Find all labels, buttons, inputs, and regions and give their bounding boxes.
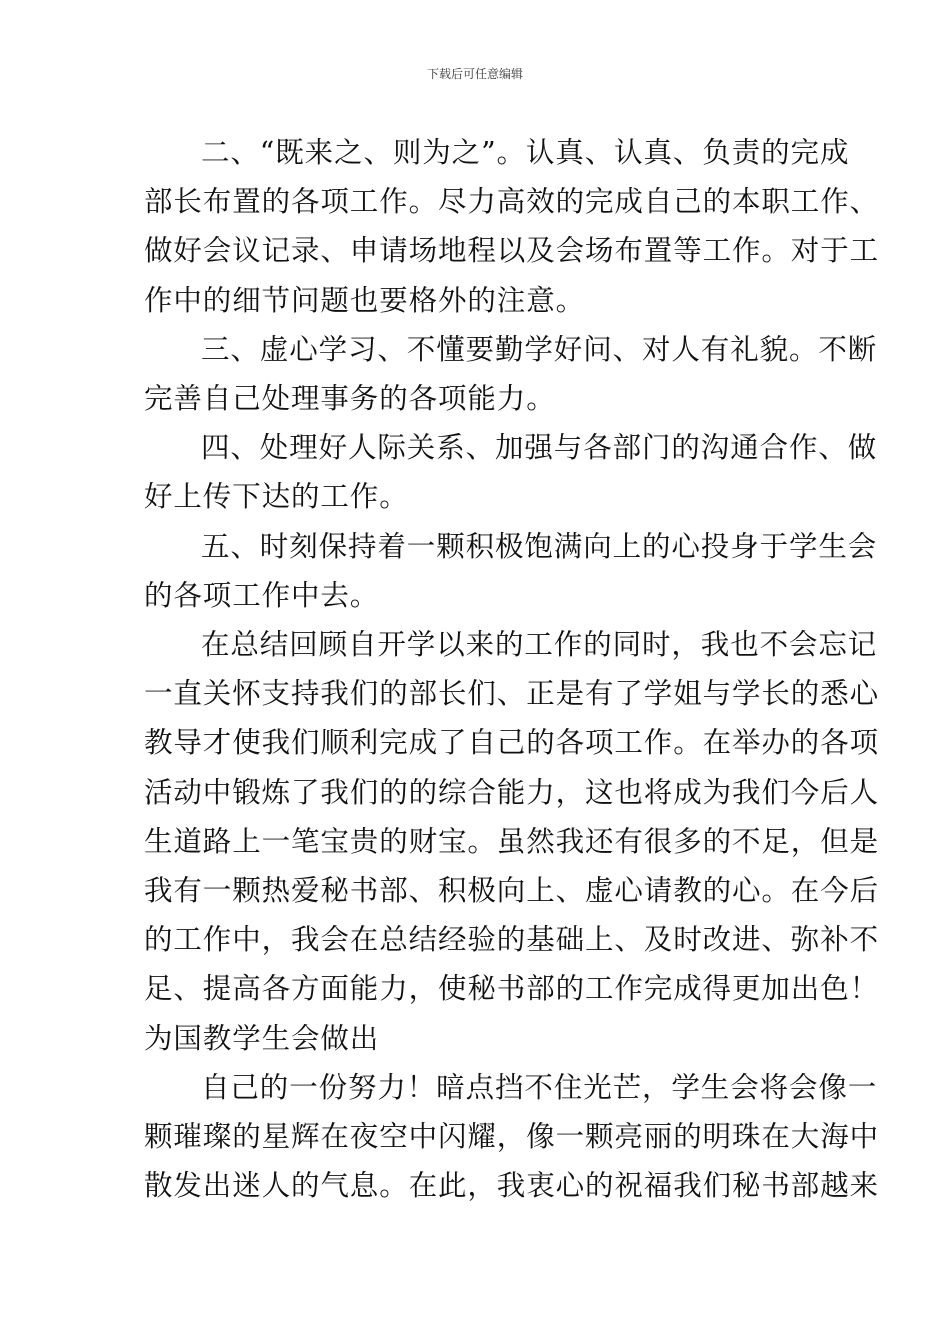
text-line: 散发出迷人的气息。在此，我衷心的祝福我们秘书部越来: [144, 1169, 880, 1203]
text-line: 在总结回顾自开学以来的工作的同时，我也不会忘记: [201, 628, 878, 662]
text-line: 作中的细节问题也要格外的注意。: [144, 283, 586, 317]
text-line: 的各项工作中去。: [144, 578, 380, 612]
paragraph-summary: [144, 620, 880, 1063]
text-line: 生道路上一笔宝贵的财宝。虽然我还有很多的不足，但是: [144, 824, 880, 858]
text-line: 完善自己处理事务的各项能力。: [144, 382, 556, 416]
paragraph-4: [144, 423, 878, 521]
text-line: 好上传下达的工作。: [144, 480, 409, 514]
text-line: 我有一颗热爱秘书部、积极向上、虚心请教的心。在今后: [144, 874, 880, 908]
text-line: 教导才使我们顺利完成了自己的各项工作。在举办的各项: [144, 726, 880, 760]
text-line: 的工作中，我会在总结经验的基础上、及时改进、弥补不: [144, 923, 880, 957]
text-line: 一直关怀支持我们的部长们、正是有了学姐与学长的悉心: [144, 677, 880, 711]
text-line: 三、虚心学习、不懂要勤学好问、对人有礼貌。不断: [201, 332, 878, 366]
paragraph-5: [144, 522, 878, 620]
page-header: 下载后可任意编辑: [426, 67, 523, 81]
text-line: 五、时刻保持着一颗积极饱满向上的心投身于学生会: [201, 529, 878, 563]
text-line: 二、“既来之、则为之”。认真、认真、负责的完成: [201, 136, 850, 169]
document-body: [144, 128, 880, 1210]
paragraph-2: [144, 128, 880, 325]
paragraph-3: [144, 325, 878, 423]
text-line: 部长布置的各项工作。尽力高效的完成自己的本职工作、: [144, 185, 880, 219]
text-line: 四、处理好人际关系、加强与各部门的沟通合作、做: [201, 431, 878, 465]
text-line: 颗璀璨的星辉在夜空中闪耀，像一颗亮丽的明珠在大海中: [144, 1120, 880, 1154]
text-line: 足、提高各方面能力，使秘书部的工作完成得更加出色！: [144, 972, 880, 1006]
paragraph-closing: [144, 1063, 880, 1211]
text-line: 活动中锻炼了我们的的综合能力，这也将成为我们今后人: [144, 775, 880, 809]
text-line: 自己的一份努力！暗点挡不住光芒，学生会将会像一: [201, 1070, 878, 1104]
text-line: 做好会议记录、申请场地程以及会场布置等工作。对于工: [144, 234, 880, 268]
text-line: 为国教学生会做出: [144, 1021, 380, 1055]
